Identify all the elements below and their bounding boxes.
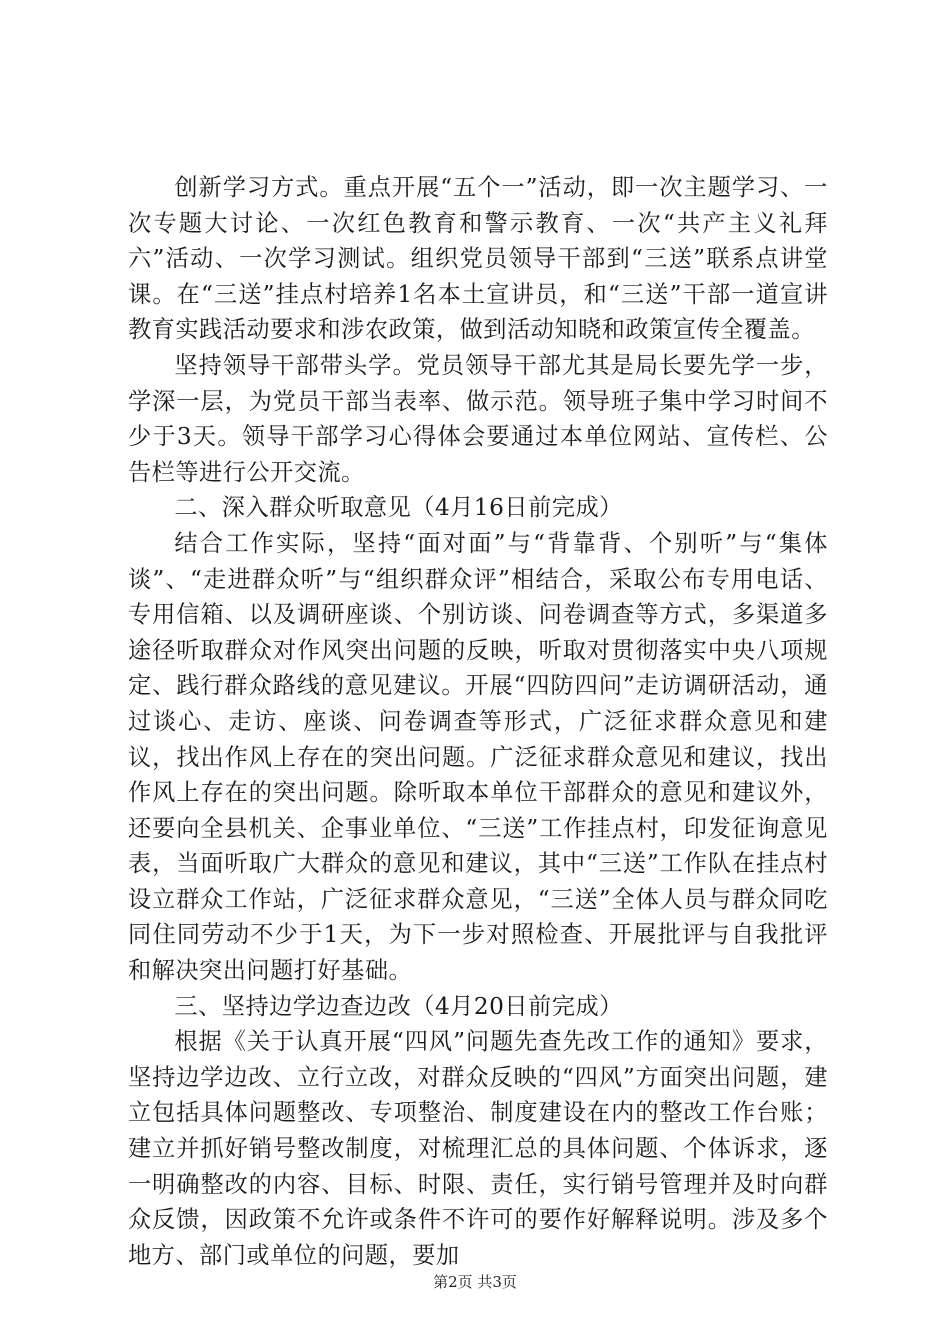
document-body (128, 170, 828, 1273)
section-heading-two: 二、深入群众听取意见（4月16日前完成） (174, 494, 623, 522)
paragraph-study-methods: 创新学习方式。重点开展“五个一”活动，即一次主题学习、一次专题大讨论、一次红色教育和警示教育、一次“共产主义礼拜六”活动、一次学习测试。组织党员领导干部到“三送”联系点讲堂课。在“三送”挂点村培养1名本土宣讲员，和“三送”干部一道宣讲教育实践活动要求和涉农政策，做到活动知晓和政策宣传全覆盖。 (128, 174, 828, 344)
paragraph-listen-masses: 结合工作实际，坚持“面对面”与“背靠背、个别听”与“集体谈”、“走进群众听”与“组织群众评”相结合，采取公布专用电话、专用信箱、以及调研座谈、个别访谈、问卷调查等方式，多渠道多途径听取群众对作风突出问题的反映，听取对贯彻落实中央八项规定、践行群众路线的意见建议。开展“四防四问”走访调研活动，通过谈心、走访、座谈、问卷调查等形式，广泛征求群众意见和建议，找出作风上存在的突出问题。广泛征求群众意见和建议，找出作风上存在的突出问题。除听取本单位干部群众的意见和建议外，还要向全县机关、企事业单位、“三送”工作挂点村，印发征询意见表，当面听取广大群众的意见和建议，其中“三送”工作队在挂点村设立群众工作站，广泛征求群众意见，“三送”全体人员与群众同吃同住同劳动不少于1天，为下一步对照检查、开展批评与自我批评和解决突出问题打好基础。 (128, 529, 828, 985)
paragraph-rectification: 根据《关于认真开展“四风”问题先查先改工作的通知》要求，坚持边学边改、立行立改，对群众反映的“四风”方面突出问题，建立包括具体问题整改、专项整治、制度建设在内的整改工作台账；建立并抓好销号整改制度，对梳理汇总的具体问题、个体诉求，逐一明确整改的内容、目标、时限、责任，实行销号管理并及时向群众反馈，因政策不允许或条件不许可的要作好解释说明。涉及多个地方、部门或单位的问题，要加 (128, 1028, 828, 1269)
paragraph-leaders-study: 坚持领导干部带头学。党员领导干部尤其是局长要先学一步，学深一层，为党员干部当表率、做示范。领导班子集中学习时间不少于3天。领导干部学习心得体会要通过本单位网站、宣传栏、公告栏等进行公开交流。 (128, 351, 828, 486)
page-footer: 第2页 共3页 (433, 1273, 517, 1291)
section-heading-three: 三、坚持边学边查边改（4月20日前完成） (174, 992, 623, 1020)
